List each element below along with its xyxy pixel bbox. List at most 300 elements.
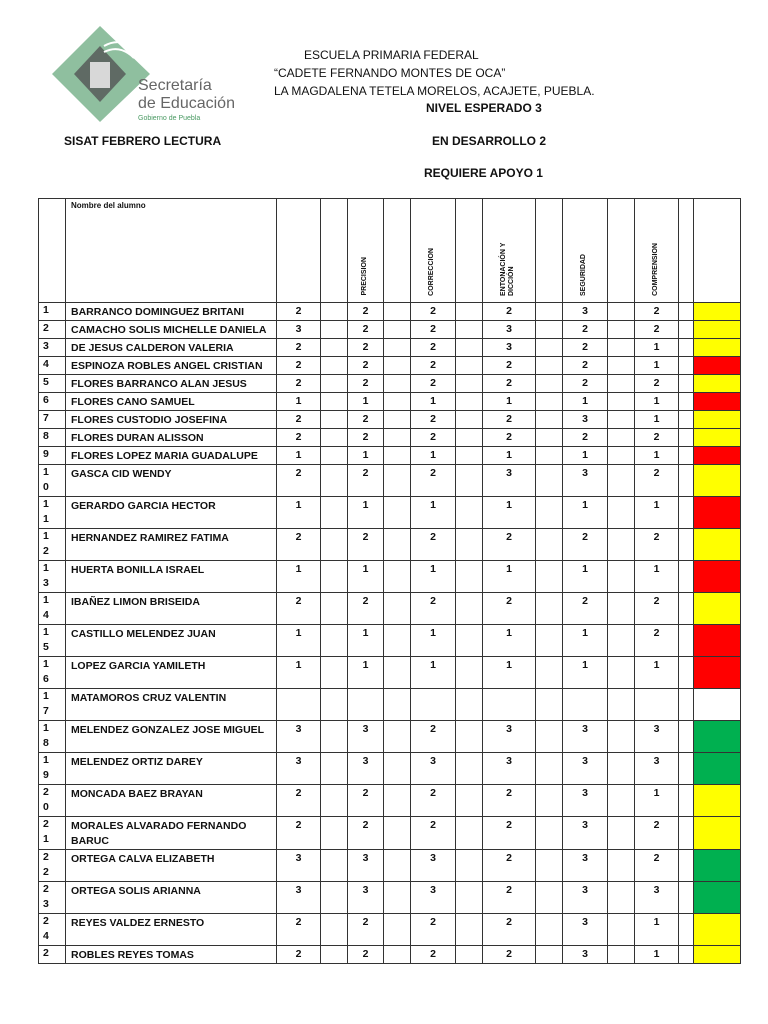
- student-name: DE JESUS CALDERON VALERIA: [66, 339, 277, 357]
- table-row: [39, 561, 741, 593]
- score-cell: 2: [411, 817, 456, 850]
- spacer-cell: [536, 721, 563, 753]
- row-number: 1 4: [39, 593, 66, 625]
- spacer-cell: [456, 593, 483, 625]
- spacer-cell: [536, 785, 563, 817]
- score-cell: 3: [635, 721, 679, 753]
- spacer-cell: [321, 785, 348, 817]
- spacer-cell: [608, 339, 635, 357]
- row-number: 1 7: [39, 689, 66, 721]
- student-name: FLORES LOPEZ MARIA GUADALUPE: [66, 447, 277, 465]
- row-number: 1 2: [39, 529, 66, 561]
- spacer-cell: [456, 529, 483, 561]
- score-cell: 1: [635, 411, 679, 429]
- spacer-cell: [679, 850, 694, 882]
- spacer-cell: [608, 850, 635, 882]
- status-color-cell: [694, 721, 741, 753]
- score-cell: 1: [635, 357, 679, 375]
- spacer-cell: [608, 914, 635, 946]
- score-cell: 2: [411, 785, 456, 817]
- spacer-cell: [456, 497, 483, 529]
- score-cell: 3: [563, 303, 608, 321]
- spacer-cell: [456, 721, 483, 753]
- score-cell: 3: [563, 946, 608, 964]
- score-cell: 1: [411, 497, 456, 529]
- spacer-cell: [321, 593, 348, 625]
- score-cell: 1: [483, 561, 536, 593]
- score-cell: 3: [635, 882, 679, 914]
- score-cell: 3: [563, 465, 608, 497]
- student-name: FLORES CUSTODIO JOSEFINA: [66, 411, 277, 429]
- spacer-cell: [456, 689, 483, 721]
- score-cell: 1: [483, 497, 536, 529]
- spacer-cell: [456, 561, 483, 593]
- spacer-cell: [536, 625, 563, 657]
- student-name: CASTILLO MELENDEZ JUAN: [66, 625, 277, 657]
- spacer-cell: [321, 657, 348, 689]
- score-cell: 3: [563, 882, 608, 914]
- spacer-cell: [321, 561, 348, 593]
- spacer-cell: [384, 914, 411, 946]
- score-cell: 2: [277, 357, 321, 375]
- score-cell: 2: [483, 375, 536, 393]
- comprension-label: COMPRENSION: [651, 243, 659, 296]
- student-name: MONCADA BAEZ BRAYAN: [66, 785, 277, 817]
- spacer-cell: [321, 689, 348, 721]
- spacer-cell: [384, 850, 411, 882]
- score-cell: 2: [411, 529, 456, 561]
- score-cell: 2: [483, 914, 536, 946]
- precision-header: [348, 199, 384, 303]
- score-cell: 3: [483, 465, 536, 497]
- spacer-cell: [536, 529, 563, 561]
- student-name: FLORES BARRANCO ALAN JESUS: [66, 375, 277, 393]
- spacer-cell: [608, 375, 635, 393]
- score-cell: 1: [348, 393, 384, 411]
- spacer-cell: [321, 497, 348, 529]
- spacer-cell: [456, 393, 483, 411]
- spacer-cell: [321, 339, 348, 357]
- table-row: [39, 785, 741, 817]
- spacer-cell: [384, 393, 411, 411]
- row-number: 6: [39, 393, 66, 411]
- spacer-cell: [456, 339, 483, 357]
- table-row: [39, 321, 741, 339]
- score-cell: 3: [277, 721, 321, 753]
- spacer-cell: [384, 339, 411, 357]
- status-color-cell: [694, 561, 741, 593]
- spacer-cell: [384, 357, 411, 375]
- score-cell: 1: [411, 561, 456, 593]
- score-cell: 2: [277, 785, 321, 817]
- table-row: [39, 411, 741, 429]
- score-cell: 2: [635, 375, 679, 393]
- score-cell: 2: [348, 785, 384, 817]
- row-number: 3: [39, 339, 66, 357]
- spacer-cell: [679, 721, 694, 753]
- student-name: ESPINOZA ROBLES ANGEL CRISTIAN: [66, 357, 277, 375]
- row-number: 1: [39, 303, 66, 321]
- score-cell: 1: [635, 339, 679, 357]
- score-cell: 2: [348, 357, 384, 375]
- score-cell: 2: [348, 339, 384, 357]
- status-color-cell: [694, 529, 741, 561]
- spacer-cell: [608, 625, 635, 657]
- spacer-cell: [679, 303, 694, 321]
- score-cell: 3: [277, 753, 321, 785]
- status-color-cell: [694, 429, 741, 447]
- score-cell: 1: [348, 561, 384, 593]
- spacer-cell: [608, 721, 635, 753]
- score-cell: 2: [563, 529, 608, 561]
- spacer-cell: [456, 303, 483, 321]
- spacer-cell: [321, 817, 348, 850]
- score-cell: 2: [635, 625, 679, 657]
- score-cell: 2: [411, 429, 456, 447]
- spacer-cell: [536, 357, 563, 375]
- spacer-cell: [536, 375, 563, 393]
- spacer-cell: [679, 339, 694, 357]
- spacer-cell: [384, 689, 411, 721]
- row-number: 2 4: [39, 914, 66, 946]
- score-cell: 1: [411, 657, 456, 689]
- spacer-cell: [384, 447, 411, 465]
- spacer-cell: [321, 375, 348, 393]
- spacer-cell: [608, 411, 635, 429]
- spacer-cell: [679, 497, 694, 529]
- score-cell: 2: [563, 429, 608, 447]
- student-name: FLORES DURAN ALISSON: [66, 429, 277, 447]
- score-cell: 1: [635, 946, 679, 964]
- table-row: [39, 817, 741, 850]
- table-header-row: [39, 199, 741, 303]
- row-number: 2 0: [39, 785, 66, 817]
- score-cell: 1: [635, 657, 679, 689]
- score-cell: 1: [563, 497, 608, 529]
- spacer-cell: [536, 339, 563, 357]
- score-cell: 2: [348, 465, 384, 497]
- score-cell: 3: [348, 850, 384, 882]
- score-cell: 3: [483, 321, 536, 339]
- score-cell: 2: [411, 375, 456, 393]
- school-location: LA MAGDALENA TETELA MORELOS, ACAJETE, PUEBLA.: [274, 84, 595, 98]
- score-cell: 2: [411, 303, 456, 321]
- status-color-cell: [694, 321, 741, 339]
- score-cell: 2: [635, 593, 679, 625]
- logo-emblem-icon: [52, 24, 242, 124]
- spacer-cell: [679, 817, 694, 850]
- spacer-cell: [384, 465, 411, 497]
- spacer-cell: [384, 561, 411, 593]
- spacer-cell: [608, 465, 635, 497]
- spacer-cell: [608, 357, 635, 375]
- score-cell: [563, 689, 608, 721]
- spacer-cell: [536, 657, 563, 689]
- spacer-cell: [384, 303, 411, 321]
- table-row: [39, 850, 741, 882]
- status-color-cell: [694, 850, 741, 882]
- score-cell: 2: [411, 321, 456, 339]
- status-color-cell: [694, 447, 741, 465]
- score-cell: 2: [563, 339, 608, 357]
- row-number: 1 6: [39, 657, 66, 689]
- score-cell: 2: [411, 593, 456, 625]
- table-row: [39, 357, 741, 375]
- status-color-cell: [694, 593, 741, 625]
- score-cell: 1: [277, 447, 321, 465]
- row-number: 1 9: [39, 753, 66, 785]
- score-cell: 2: [411, 946, 456, 964]
- score-cell: 1: [348, 497, 384, 529]
- spacer-cell: [608, 785, 635, 817]
- score-cell: 2: [348, 593, 384, 625]
- student-name: LOPEZ GARCIA YAMILETH: [66, 657, 277, 689]
- score-cell: 2: [277, 529, 321, 561]
- correccion-header: [411, 199, 456, 303]
- spacer-cell: [384, 375, 411, 393]
- spacer-cell: [536, 914, 563, 946]
- spacer-cell: [536, 393, 563, 411]
- score-cell: 2: [348, 303, 384, 321]
- student-name-header: [66, 199, 277, 303]
- table-row: [39, 914, 741, 946]
- spacer-cell: [679, 357, 694, 375]
- score-cell: 3: [563, 850, 608, 882]
- table-row: [39, 946, 741, 964]
- status-color-cell: [694, 657, 741, 689]
- score-cell: 2: [483, 882, 536, 914]
- spacer-cell: [321, 411, 348, 429]
- score-cell: 2: [635, 529, 679, 561]
- score-cell: 2: [483, 429, 536, 447]
- score-cell: 1: [411, 393, 456, 411]
- spacer-cell: [384, 785, 411, 817]
- score-cell: 1: [348, 625, 384, 657]
- score-cell: 2: [483, 817, 536, 850]
- student-name: HERNANDEZ RAMIREZ FATIMA: [66, 529, 277, 561]
- spacer-cell: [384, 593, 411, 625]
- spacer-cell: [536, 561, 563, 593]
- student-name: CAMACHO SOLIS MICHELLE DANIELA: [66, 321, 277, 339]
- score-cell: 1: [563, 657, 608, 689]
- score-cell: 2: [635, 321, 679, 339]
- score-cell: 1: [483, 393, 536, 411]
- student-name: GASCA CID WENDY: [66, 465, 277, 497]
- score-cell: 2: [348, 375, 384, 393]
- score-cell: 2: [411, 411, 456, 429]
- table-row: [39, 339, 741, 357]
- spacer-cell: [608, 529, 635, 561]
- logo-line1: Secretaría: [138, 77, 212, 94]
- score-cell: [277, 689, 321, 721]
- spacer-cell: [456, 411, 483, 429]
- level-2-label: EN DESARROLLO 2: [432, 134, 547, 148]
- score-cell: 1: [277, 561, 321, 593]
- student-name: MELENDEZ ORTIZ DAREY: [66, 753, 277, 785]
- spacer-cell: [679, 625, 694, 657]
- spacer-cell: [384, 411, 411, 429]
- table-row: [39, 882, 741, 914]
- spacer-cell: [608, 497, 635, 529]
- spacer-cell: [679, 465, 694, 497]
- score-cell: 2: [635, 850, 679, 882]
- status-header: [694, 199, 741, 303]
- status-color-cell: [694, 689, 741, 721]
- spacer-cell: [456, 357, 483, 375]
- status-color-cell: [694, 753, 741, 785]
- school-type: ESCUELA PRIMARIA FEDERAL: [304, 48, 479, 62]
- spacer-cell: [384, 625, 411, 657]
- spacer-cell: [456, 946, 483, 964]
- spacer-cell: [679, 429, 694, 447]
- spacer-cell: [321, 753, 348, 785]
- score-cell: 2: [483, 357, 536, 375]
- spacer-cell: [679, 914, 694, 946]
- spacer-cell: [321, 429, 348, 447]
- row-number: 2: [39, 946, 66, 964]
- student-name: MELENDEZ GONZALEZ JOSE MIGUEL: [66, 721, 277, 753]
- score-cell: 3: [348, 882, 384, 914]
- score-cell: 2: [483, 785, 536, 817]
- score-cell: 2: [563, 321, 608, 339]
- score-cell: 1: [277, 657, 321, 689]
- spacer-cell: [321, 357, 348, 375]
- score-cell: 1: [348, 657, 384, 689]
- score-cell: 1: [635, 447, 679, 465]
- spacer-cell: [321, 465, 348, 497]
- status-color-cell: [694, 497, 741, 529]
- entonacion-header: [483, 199, 536, 303]
- student-name: REYES VALDEZ ERNESTO: [66, 914, 277, 946]
- spacer-cell: [536, 946, 563, 964]
- student-name: BARRANCO DOMINGUEZ BRITANI: [66, 303, 277, 321]
- table-row: [39, 593, 741, 625]
- row-number: 4: [39, 357, 66, 375]
- students-table-body: [39, 199, 741, 964]
- status-color-cell: [694, 393, 741, 411]
- table-row: [39, 303, 741, 321]
- spacer-cell: [456, 375, 483, 393]
- score-cell: 2: [348, 411, 384, 429]
- spacer-cell: [679, 753, 694, 785]
- student-name: ROBLES REYES TOMAS: [66, 946, 277, 964]
- score-cell: 2: [483, 593, 536, 625]
- status-color-cell: [694, 946, 741, 964]
- spacer-cell: [608, 817, 635, 850]
- score-cell: 3: [563, 817, 608, 850]
- spacer-cell: [536, 429, 563, 447]
- spacer-cell: [321, 914, 348, 946]
- table-row: [39, 689, 741, 721]
- score-cell: 1: [483, 447, 536, 465]
- row-number: 2: [39, 321, 66, 339]
- spacer-cell: [456, 850, 483, 882]
- score-cell: 2: [483, 411, 536, 429]
- spacer-cell: [384, 753, 411, 785]
- spacer-cell: [384, 946, 411, 964]
- score-cell: 1: [277, 393, 321, 411]
- score-cell: 2: [277, 429, 321, 447]
- spacer-cell: [321, 721, 348, 753]
- spacer-cell: [384, 721, 411, 753]
- table-row: [39, 429, 741, 447]
- spacer-cell: [536, 303, 563, 321]
- score-cell: 2: [348, 321, 384, 339]
- row-number: 1 1: [39, 497, 66, 529]
- score-cell: 1: [411, 447, 456, 465]
- spacer-cell: [536, 447, 563, 465]
- table-row: [39, 465, 741, 497]
- student-name: HUERTA BONILLA ISRAEL: [66, 561, 277, 593]
- spacer-cell: [679, 411, 694, 429]
- row-number: 1 8: [39, 721, 66, 753]
- score-cell: 1: [348, 447, 384, 465]
- status-color-cell: [694, 817, 741, 850]
- score-cell: [348, 689, 384, 721]
- spacer-cell: [608, 689, 635, 721]
- spacer-cell: [536, 850, 563, 882]
- score-cell: 1: [563, 393, 608, 411]
- score-cell: 1: [563, 447, 608, 465]
- spacer-cell: [536, 465, 563, 497]
- status-color-cell: [694, 339, 741, 357]
- spacer-cell: [536, 497, 563, 529]
- score-cell: 3: [483, 339, 536, 357]
- score-cell: 2: [277, 465, 321, 497]
- spacer-cell: [679, 946, 694, 964]
- spacer-cell: [608, 321, 635, 339]
- status-color-cell: [694, 882, 741, 914]
- logo-line2: de Educación: [138, 95, 235, 112]
- spacer-cell: [536, 753, 563, 785]
- score-cell: 2: [635, 429, 679, 447]
- table-row: [39, 753, 741, 785]
- student-name: GERARDO GARCIA HECTOR: [66, 497, 277, 529]
- spacer-cell: [456, 657, 483, 689]
- spacer-cell: [456, 817, 483, 850]
- score-cell: 1: [635, 497, 679, 529]
- exam-title: SISAT FEBRERO LECTURA: [64, 134, 222, 148]
- row-number: 8: [39, 429, 66, 447]
- score-cell: 3: [348, 753, 384, 785]
- spacer-cell: [321, 321, 348, 339]
- score-cell: [483, 689, 536, 721]
- score-cell: 3: [411, 753, 456, 785]
- score-cell: 1: [563, 625, 608, 657]
- status-color-cell: [694, 303, 741, 321]
- status-color-cell: [694, 357, 741, 375]
- score-cell: 1: [483, 657, 536, 689]
- seguridad-label: SEGURIDAD: [580, 253, 587, 296]
- status-color-cell: [694, 465, 741, 497]
- spacer-cell: [679, 882, 694, 914]
- score-cell: 2: [563, 357, 608, 375]
- spacer-cell: [679, 529, 694, 561]
- spacer-cell: [456, 914, 483, 946]
- spacer-cell: [608, 657, 635, 689]
- score-cell: 1: [411, 625, 456, 657]
- precision-label: PRECISION: [360, 257, 368, 296]
- spacer-cell: [679, 321, 694, 339]
- student-name: ORTEGA CALVA ELIZABETH: [66, 850, 277, 882]
- score-cell: 2: [411, 914, 456, 946]
- row-number: 1 0: [39, 465, 66, 497]
- spacer-cell: [384, 817, 411, 850]
- spacer-cell: [321, 625, 348, 657]
- score-cell: [635, 689, 679, 721]
- score-cell: 2: [411, 721, 456, 753]
- score-cell: 1: [483, 625, 536, 657]
